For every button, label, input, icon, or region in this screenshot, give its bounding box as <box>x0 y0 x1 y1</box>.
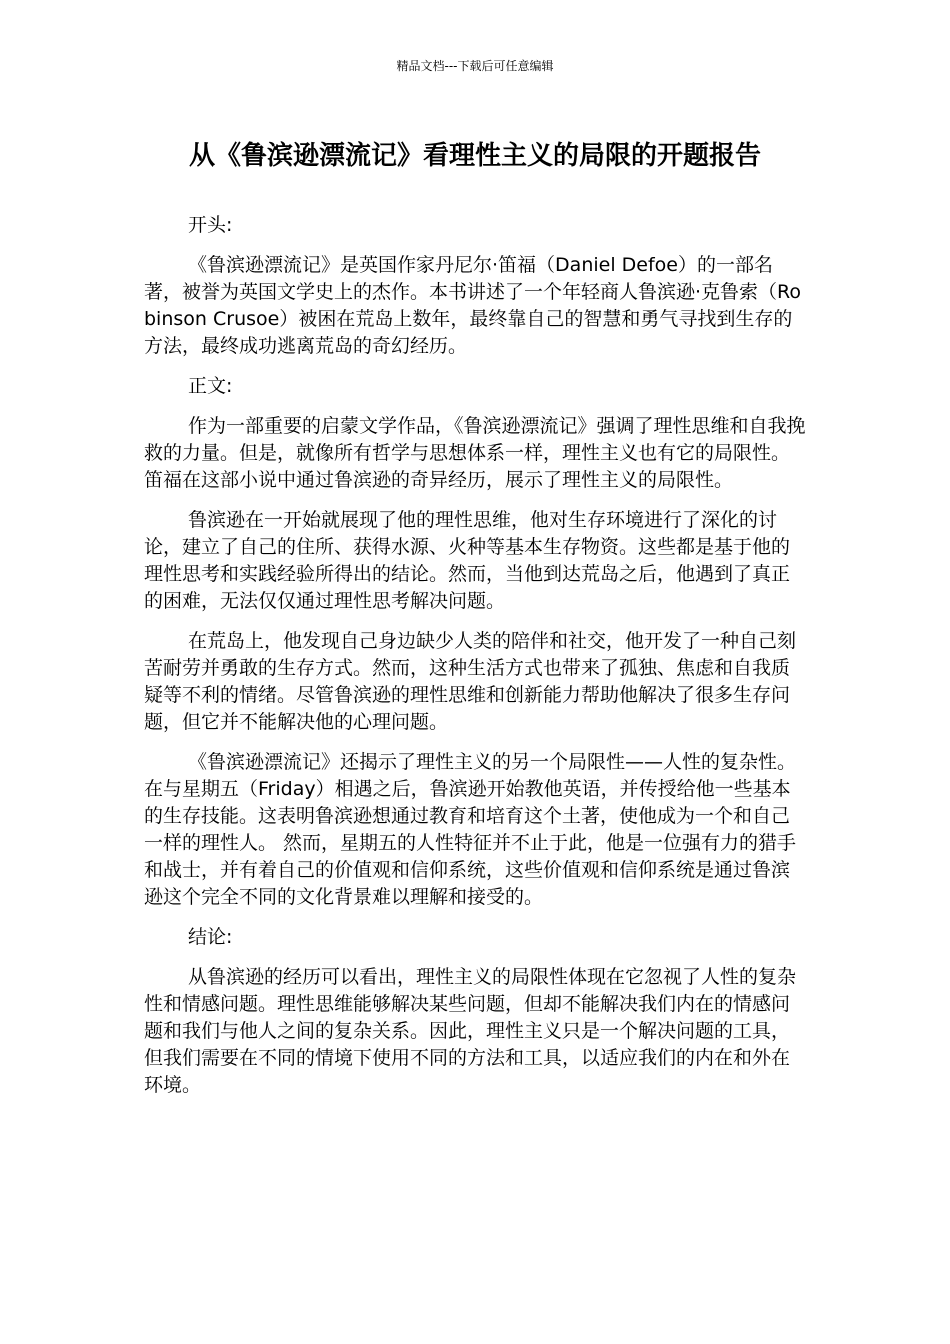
body-label: 正文: <box>188 375 233 397</box>
body-paragraph-3: 在荒岛上，他发现自己身边缺少人类的陪伴和社交，他开发了一种自己刻苦耐劳并勇敢的生存方式。然而，这种生活方式也带来了孤独、焦虑和自我质疑等不利的情绪。尽管鲁滨逊的理性思维和创新能力帮助他解决了很多生存问题，但它并不能解决他的心理问题。 <box>144 630 797 733</box>
body-paragraph-2: 鲁滨逊在一开始就展现了他的理性思维，他对生存环境进行了深化的讨论，建立了自己的住所、获得水源、火种等基本生存物资。这些都是基于他的理性思考和实践经验所得出的结论。然而，当他到达荒岛之后，他遇到了真正的困难，无法仅仅通过理性思考解决问题。 <box>144 509 791 612</box>
document-title: 从《鲁滨逊漂流记》看理性主义的局限的开题报告 <box>188 141 761 171</box>
intro-paragraph: 《鲁滨逊漂流记》是英国作家丹尼尔·笛福（Daniel Defoe）的一部名著，被誉为英国文学史上的杰作。本书讲述了一个年轻商人鲁滨逊·克鲁索（Robinson Crusoe）被困在荒岛上数年，最终靠自己的智慧和勇气寻找到生存的方法，最终成功逃离荒岛的奇幻经历。 <box>144 254 802 357</box>
body-paragraph-1: 作为一部重要的启蒙文学作品，《鲁滨逊漂流记》强调了理性思维和自我挽救的力量。但是，就像所有哲学与思想体系一样，理性主义也有它的局限性。笛福在这部小说中通过鲁滨逊的奇异经历，展示了理性主义的局限性。 <box>144 415 806 491</box>
conclusion-paragraph: 从鲁滨逊的经历可以看出，理性主义的局限性体现在它忽视了人性的复杂性和情感问题。理性思维能够解决某些问题，但却不能解决我们内在的情感问题和我们与他人之间的复杂关系。因此，理性主义只是一个解决问题的工具，但我们需要在不同的情境下使用不同的方法和工具，以适应我们的内在和外在环境。 <box>144 966 797 1096</box>
body-paragraph-4: 《鲁滨逊漂流记》还揭示了理性主义的另一个局限性——人性的复杂性。在与星期五（Friday）相遇之后，鲁滨逊开始教他英语，并传授给他一些基本的生存技能。这表明鲁滨逊想通过教育和培育这个土著，使他成为一个和自己一样的理性人。 然而，星期五的人性特征并不止于此，他是一位强有力的猎手和战士，并有着自己的价值观和信仰系统，这些价值观和信仰系统是通过鲁滨逊这个完全不同的文化背景难以理解和接受的。 <box>144 751 797 908</box>
page-header: 精品文档---下载后可任意编辑 <box>396 59 554 73</box>
document-body <box>144 212 806 1112</box>
conclusion-label: 结论: <box>188 926 233 948</box>
intro-label: 开头: <box>188 214 233 236</box>
